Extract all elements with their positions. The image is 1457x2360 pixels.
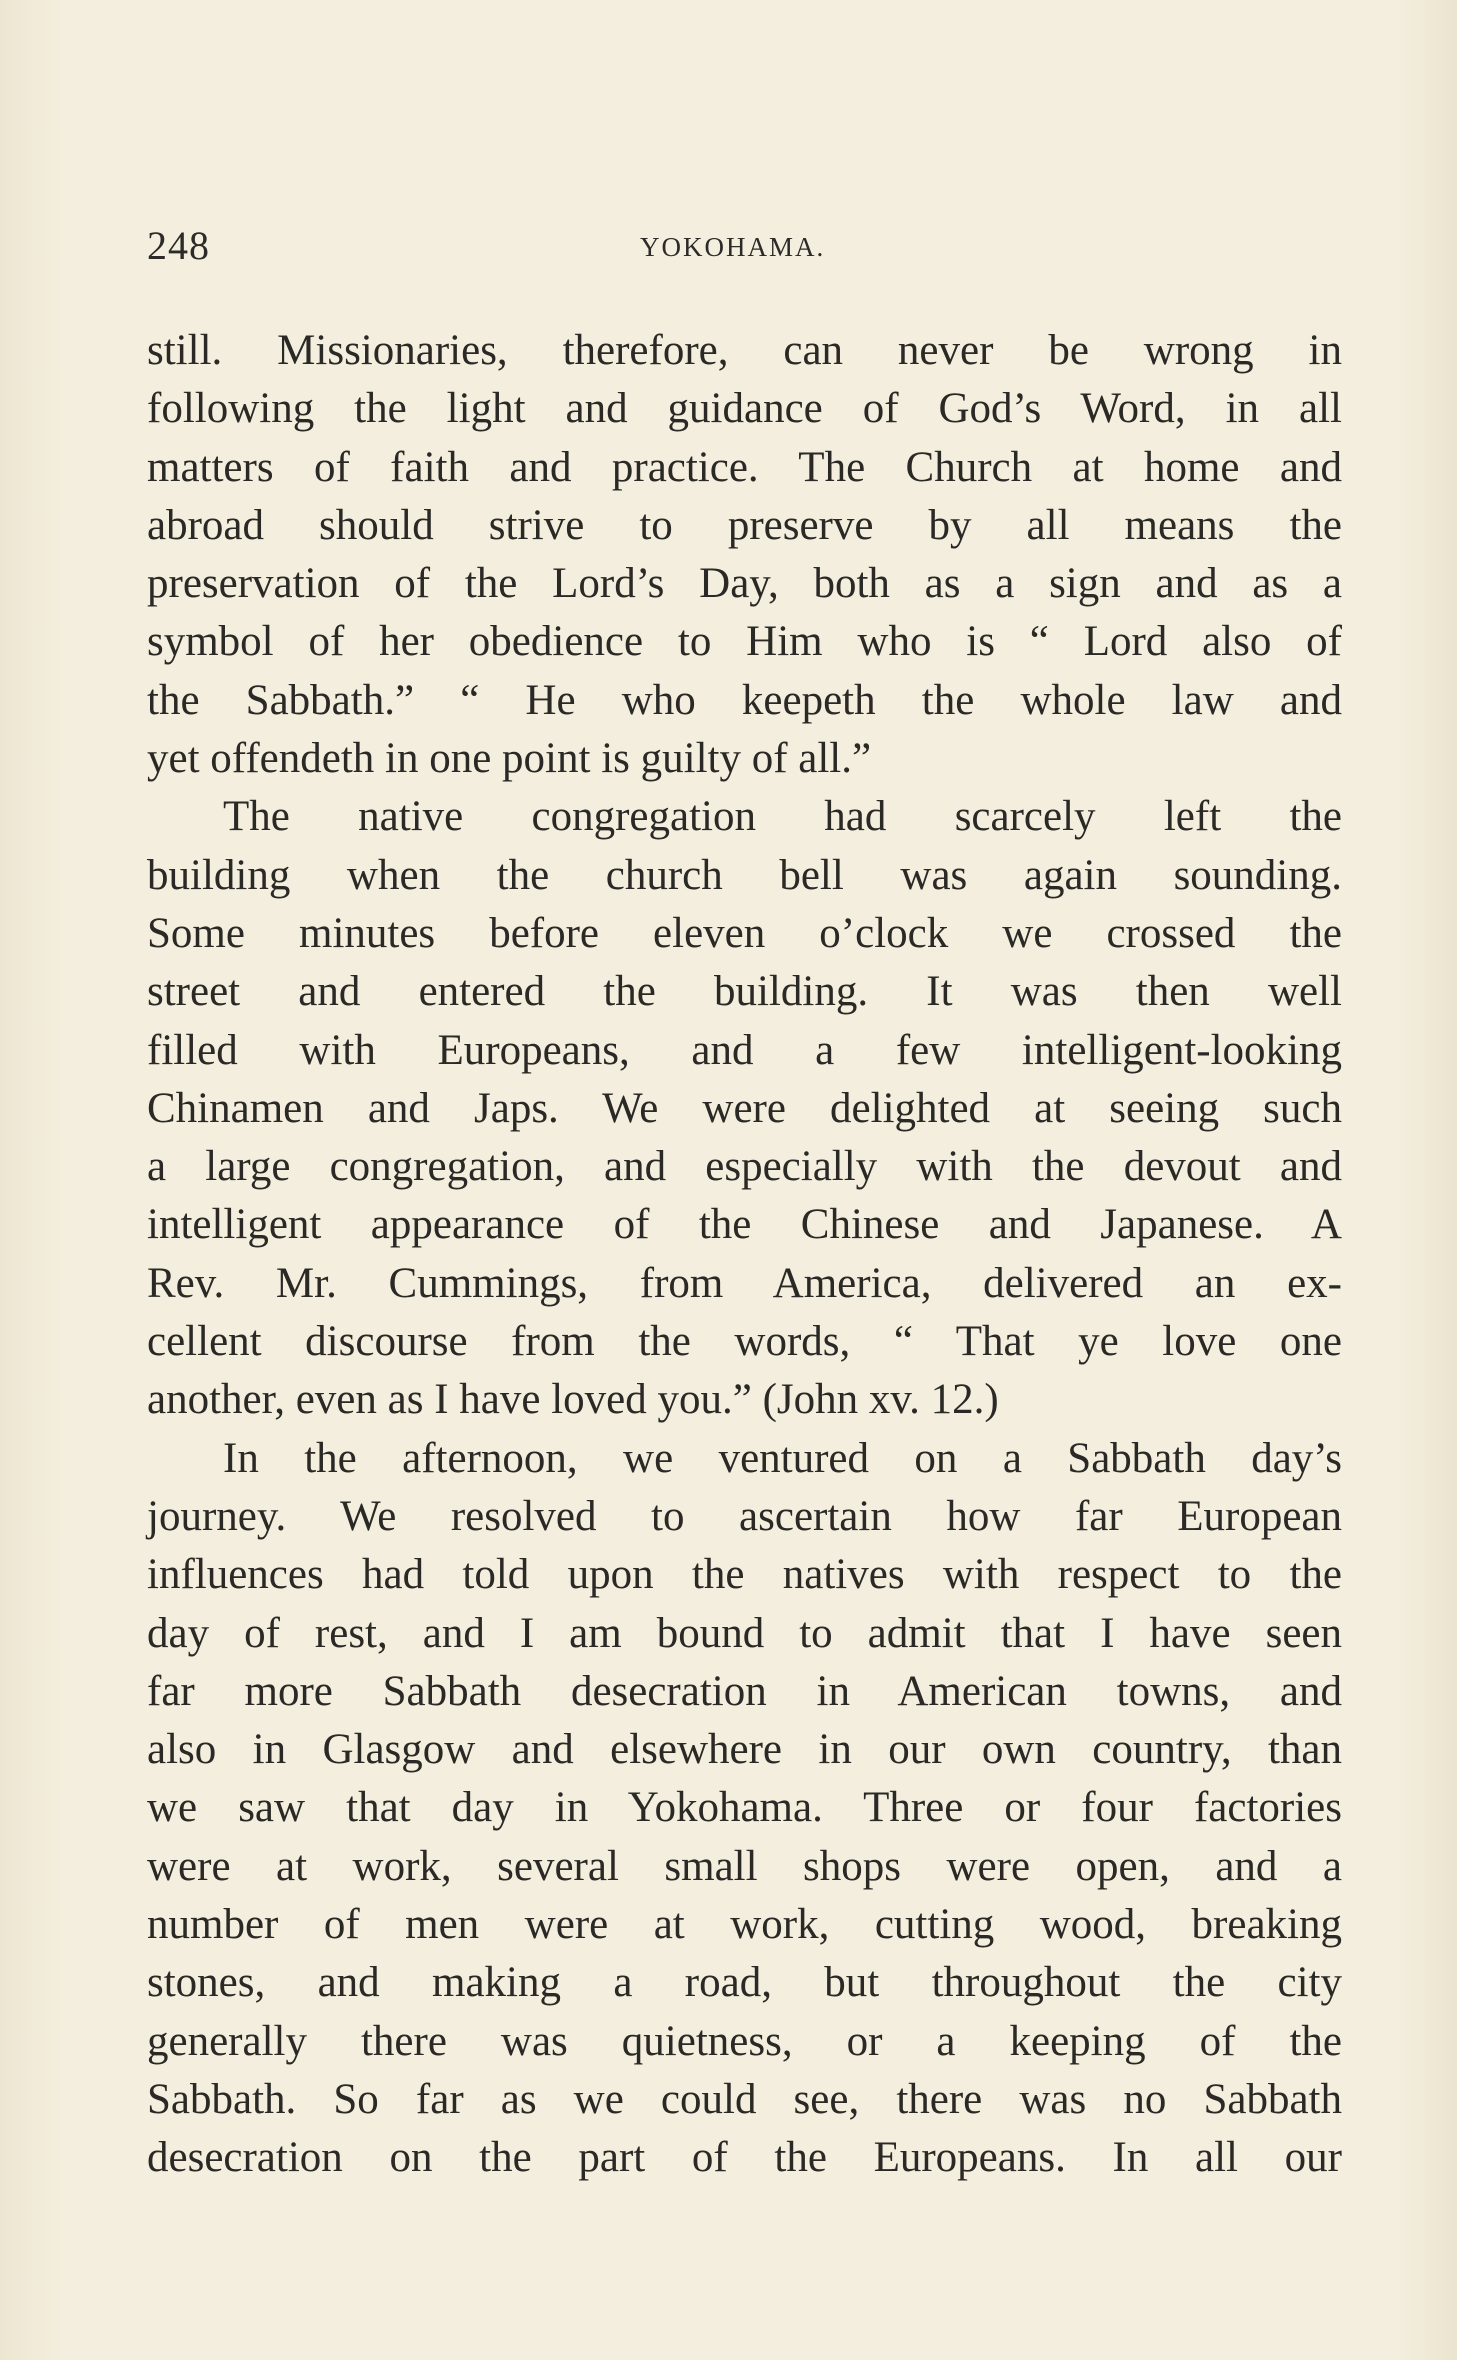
text-line: following the light and guidance of God’s Word, in all [147,385,1342,433]
text-line: Rev. Mr. Cummings, from America, delivered an ex- [147,1259,1342,1307]
running-head: YOKOHAMA. [640,232,826,262]
text-line: symbol of her obedience to Him who is “ Lord also of [147,618,1342,666]
text-line: stones, and making a road, but throughout the city [147,1959,1342,2007]
text-line: also in Glasgow and elsewhere in our own country, than [147,1726,1342,1774]
text-line: were at work, several small shops were open, and a [147,1842,1342,1890]
text-line: a large congregation, and especially with the devout and [147,1143,1342,1191]
text-line: cellent discourse from the words, “ That ye love one [147,1318,1342,1366]
text-line: another, even as I have loved you.” (John xv. 12.) [147,1376,999,1424]
text-line: still. Missionaries, therefore, can never be wrong in [147,327,1342,374]
text-line: building when the church bell was again sounding. [147,851,1342,899]
text-line: day of rest, and I am bound to admit that I have seen [147,1609,1342,1657]
text-line: preservation of the Lord’s Day, both as a sign and as a [147,560,1342,608]
text-line: influences had told upon the natives with respect to the [147,1551,1342,1599]
text-line: matters of faith and practice. The Church at home and [147,443,1342,491]
text-line: desecration on the part of the Europeans. In all our [147,2134,1342,2182]
text-line: number of men were at work, cutting wood, breaking [147,1901,1342,1949]
text-line: In the afternoon, we ventured on a Sabbath day’s [223,1434,1342,1482]
text-line: intelligent appearance of the Chinese and Japanese. A [147,1201,1342,1249]
text-line: Some minutes before eleven o’clock we crossed the [147,909,1342,957]
text-line: Chinamen and Japs. We were delighted at seeing such [147,1084,1342,1132]
body-text [147,322,1342,2188]
text-line: generally there was quietness, or a keeping of the [147,2017,1342,2065]
text-line: journey. We resolved to ascertain how far European [147,1492,1342,1540]
page-header [147,222,1342,282]
text-line: abroad should strive to preserve by all means the [147,501,1342,549]
text-line: the Sabbath.” “ He who keepeth the whole law and [147,676,1342,724]
text-line: filled with Europeans, and a few intelligent-looking [147,1026,1342,1074]
page-number: 248 [147,223,210,268]
text-line: far more Sabbath desecration in American towns, and [147,1667,1342,1715]
text-line: Sabbath. So far as we could see, there was no Sabbath [147,2075,1342,2123]
text-line: we saw that day in Yokohama. Three or four factories [147,1784,1342,1832]
text-line: The native congregation had scarcely left the [223,793,1342,841]
text-line: yet offendeth in one point is guilty of all.” [147,735,872,783]
text-line: street and entered the building. It was then well [147,968,1342,1016]
